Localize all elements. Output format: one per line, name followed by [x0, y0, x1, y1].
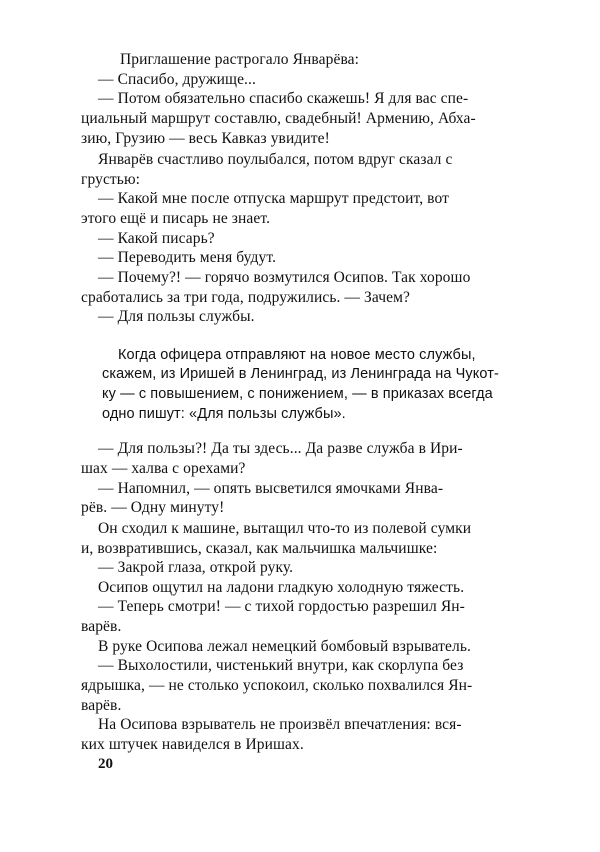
text-line: — Напомнил, — опять высветился ямочками Янва-: [98, 480, 444, 497]
text-line: — Потом обязательно спасибо скажешь! Я для вас спе-: [98, 90, 469, 107]
text-line: — Почему?! — горячо возмутился Осипов. Так хорошо: [98, 269, 471, 286]
text-line: варёв.: [81, 618, 122, 635]
page-number: 20: [98, 756, 113, 772]
text-line: шах — халва с орехами?: [81, 460, 246, 477]
text-line: этого ещё и писарь не знает.: [81, 210, 271, 227]
text-line: сработались за три года, подружились. — Зачем?: [81, 289, 410, 306]
text-line: Приглашение растрогало Январёва:: [120, 51, 360, 68]
text-line: — Выхолостили, чистенький внутри, как скорлупа без: [98, 657, 464, 674]
text-line: — Для пользы службы.: [98, 308, 255, 325]
text-line: грустью:: [81, 171, 141, 188]
text-line: — Какой мне после отпуска маршрут предстоит, вот: [98, 190, 450, 207]
note-line: Когда офицера отправляют на новое место службы,: [118, 347, 476, 363]
text-line: и, возвратившись, сказал, как мальчишка мальчишке:: [81, 540, 438, 557]
text-line: зию, Грузию — весь Кавказ увидите!: [81, 130, 330, 147]
text-line: — Переводить меня будут.: [98, 249, 277, 266]
text-line: — Для пользы?! Да ты здесь... Да разве служба в Ири-: [98, 440, 463, 457]
text-line: ядрышка, — не столько успокоил, сколько похвалился Ян-: [81, 677, 473, 694]
text-line: варёв.: [81, 697, 122, 714]
text-line: — Спасибо, дружище...: [98, 71, 256, 88]
text-line: — Закрой глаза, открой руку.: [98, 559, 294, 576]
text-line: Он сходил к машине, вытащил что-то из полевой сумки: [98, 520, 472, 537]
text-line: Осипов ощутил на ладони гладкую холодную тяжесть.: [98, 579, 465, 596]
text-line: циальный маршрут составлю, свадебный! Армению, Абха-: [81, 110, 476, 127]
note-line: ку — с повышением, с понижением, — в приказах всегда: [102, 386, 493, 402]
text-line: На Осипова взрыватель не произвёл впечатления: вся-: [98, 716, 462, 733]
text-line: рёв. — Одну минуту!: [81, 499, 225, 516]
text-line: — Какой писарь?: [98, 230, 215, 247]
note-line: одно пишут: «Для пользы службы».: [102, 406, 346, 422]
text-line: Январёв счастливо поулыбался, потом вдруг сказал с: [98, 151, 453, 168]
text-line: — Теперь смотри! — с тихой гордостью разрешил Ян-: [98, 598, 465, 615]
text-line: В руке Осипова лежал немецкий бомбовый взрыватель.: [98, 638, 472, 655]
text-line: ких штучек навиделся в Иришах.: [81, 736, 304, 753]
note-line: скажем, из Иришей в Ленинград, из Ленинграда на Чукот-: [102, 366, 499, 382]
